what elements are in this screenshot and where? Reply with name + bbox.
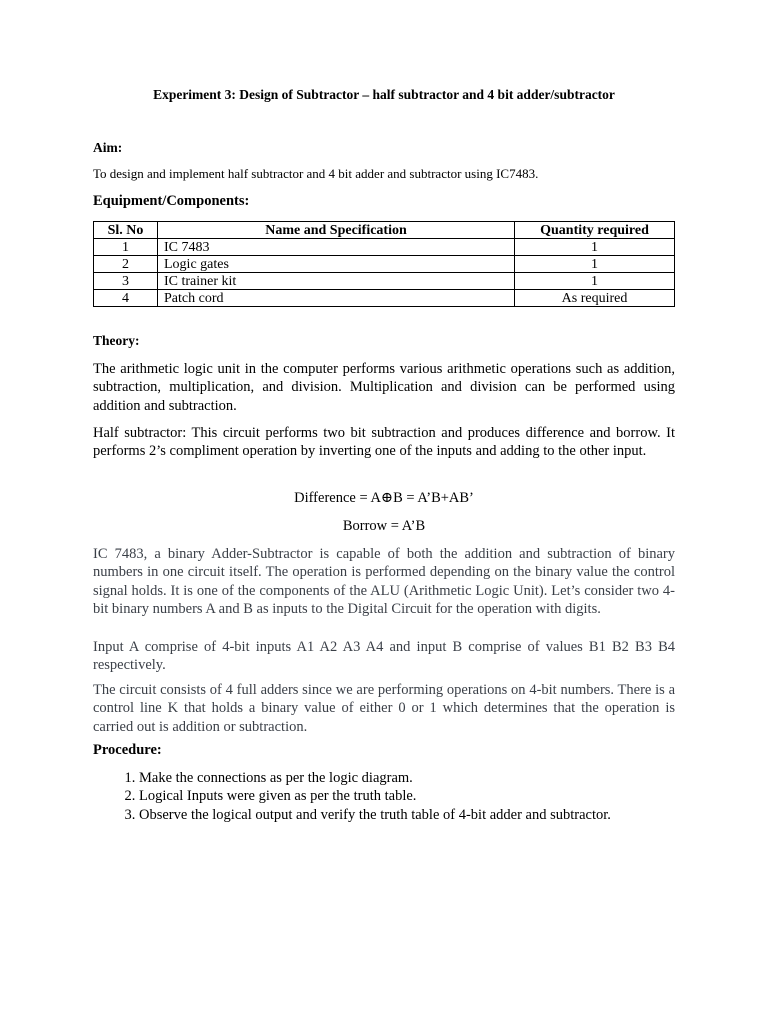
cell-slno: 1 [94, 239, 158, 256]
table-header-row [94, 222, 675, 239]
aim-heading: Aim: [93, 140, 123, 155]
borrow-formula: Borrow = A’B [342, 518, 426, 534]
cell-name: Logic gates [158, 256, 515, 273]
difference-formula: Difference = A⊕B = A’B+AB’ [294, 490, 474, 506]
theory-paragraph-ic7483: IC 7483, a binary Adder-Subtractor is capable of both the addition and subtraction of binary numbers in one circuit itself. The operation is performed depending on the binary value the control signal holds. It is one of the components of the ALU (Arithmetic Logic Unit). Let’s consider two 4-bit binary numbers A and B as inputs to the Digital Circuit for the operation with digits. [93, 546, 675, 617]
list-item: 1. Make the connections as per the logic diagram. [139, 769, 699, 787]
equipment-heading: Equipment/Components: [93, 193, 250, 209]
procedure-heading: Procedure: [93, 742, 162, 758]
column-header-quantity: Quantity required [515, 222, 675, 239]
equipment-table [93, 221, 675, 307]
theory-paragraph-half-subtractor: Half subtractor: This circuit performs two bit subtraction and produces difference and borrow. It performs 2’s compliment operation by inverting one of the inputs and adding to the other input. [93, 425, 675, 460]
table-row [94, 256, 675, 273]
cell-name: IC 7483 [158, 239, 515, 256]
theory-heading: Theory: [93, 333, 140, 348]
cell-quantity: 1 [515, 256, 675, 273]
cell-quantity: 1 [515, 239, 675, 256]
theory-paragraph-alu: The arithmetic logic unit in the computer performs various arithmetic operations such as addition, subtraction, multiplication, and division. Multiplication and division can be performed using addition and subtraction. [93, 361, 675, 414]
list-item: 2. Logical Inputs were given as per the truth table. [139, 787, 699, 805]
cell-quantity: 1 [515, 273, 675, 290]
column-header-slno: Sl. No [94, 222, 158, 239]
aim-text: To design and implement half subtractor and 4 bit adder and subtractor using IC7483. [93, 166, 539, 181]
table-row [94, 273, 675, 290]
list-item: 3. Observe the logical output and verify the truth table of 4-bit adder and subtractor. [139, 806, 699, 824]
procedure-list [93, 769, 699, 824]
cell-slno: 2 [94, 256, 158, 273]
cell-slno: 3 [94, 273, 158, 290]
page-title: Experiment 3: Design of Subtractor – half subtractor and 4 bit adder/subtractor [153, 87, 615, 102]
cell-quantity: As required [515, 290, 675, 307]
column-header-name: Name and Specification [158, 222, 515, 239]
cell-name: IC trainer kit [158, 273, 515, 290]
table-row [94, 239, 675, 256]
cell-name: Patch cord [158, 290, 515, 307]
theory-paragraph-full-adders: The circuit consists of 4 full adders since we are performing operations on 4-bit numbers. There is a control line K that holds a binary value of either 0 or 1 which determines that the operation is carried out is addition or subtraction. [93, 682, 675, 735]
table-row [94, 290, 675, 307]
cell-slno: 4 [94, 290, 158, 307]
theory-paragraph-inputs: Input A comprise of 4-bit inputs A1 A2 A3 A4 and input B comprise of values B1 B2 B3 B4 respectively. [93, 639, 675, 674]
